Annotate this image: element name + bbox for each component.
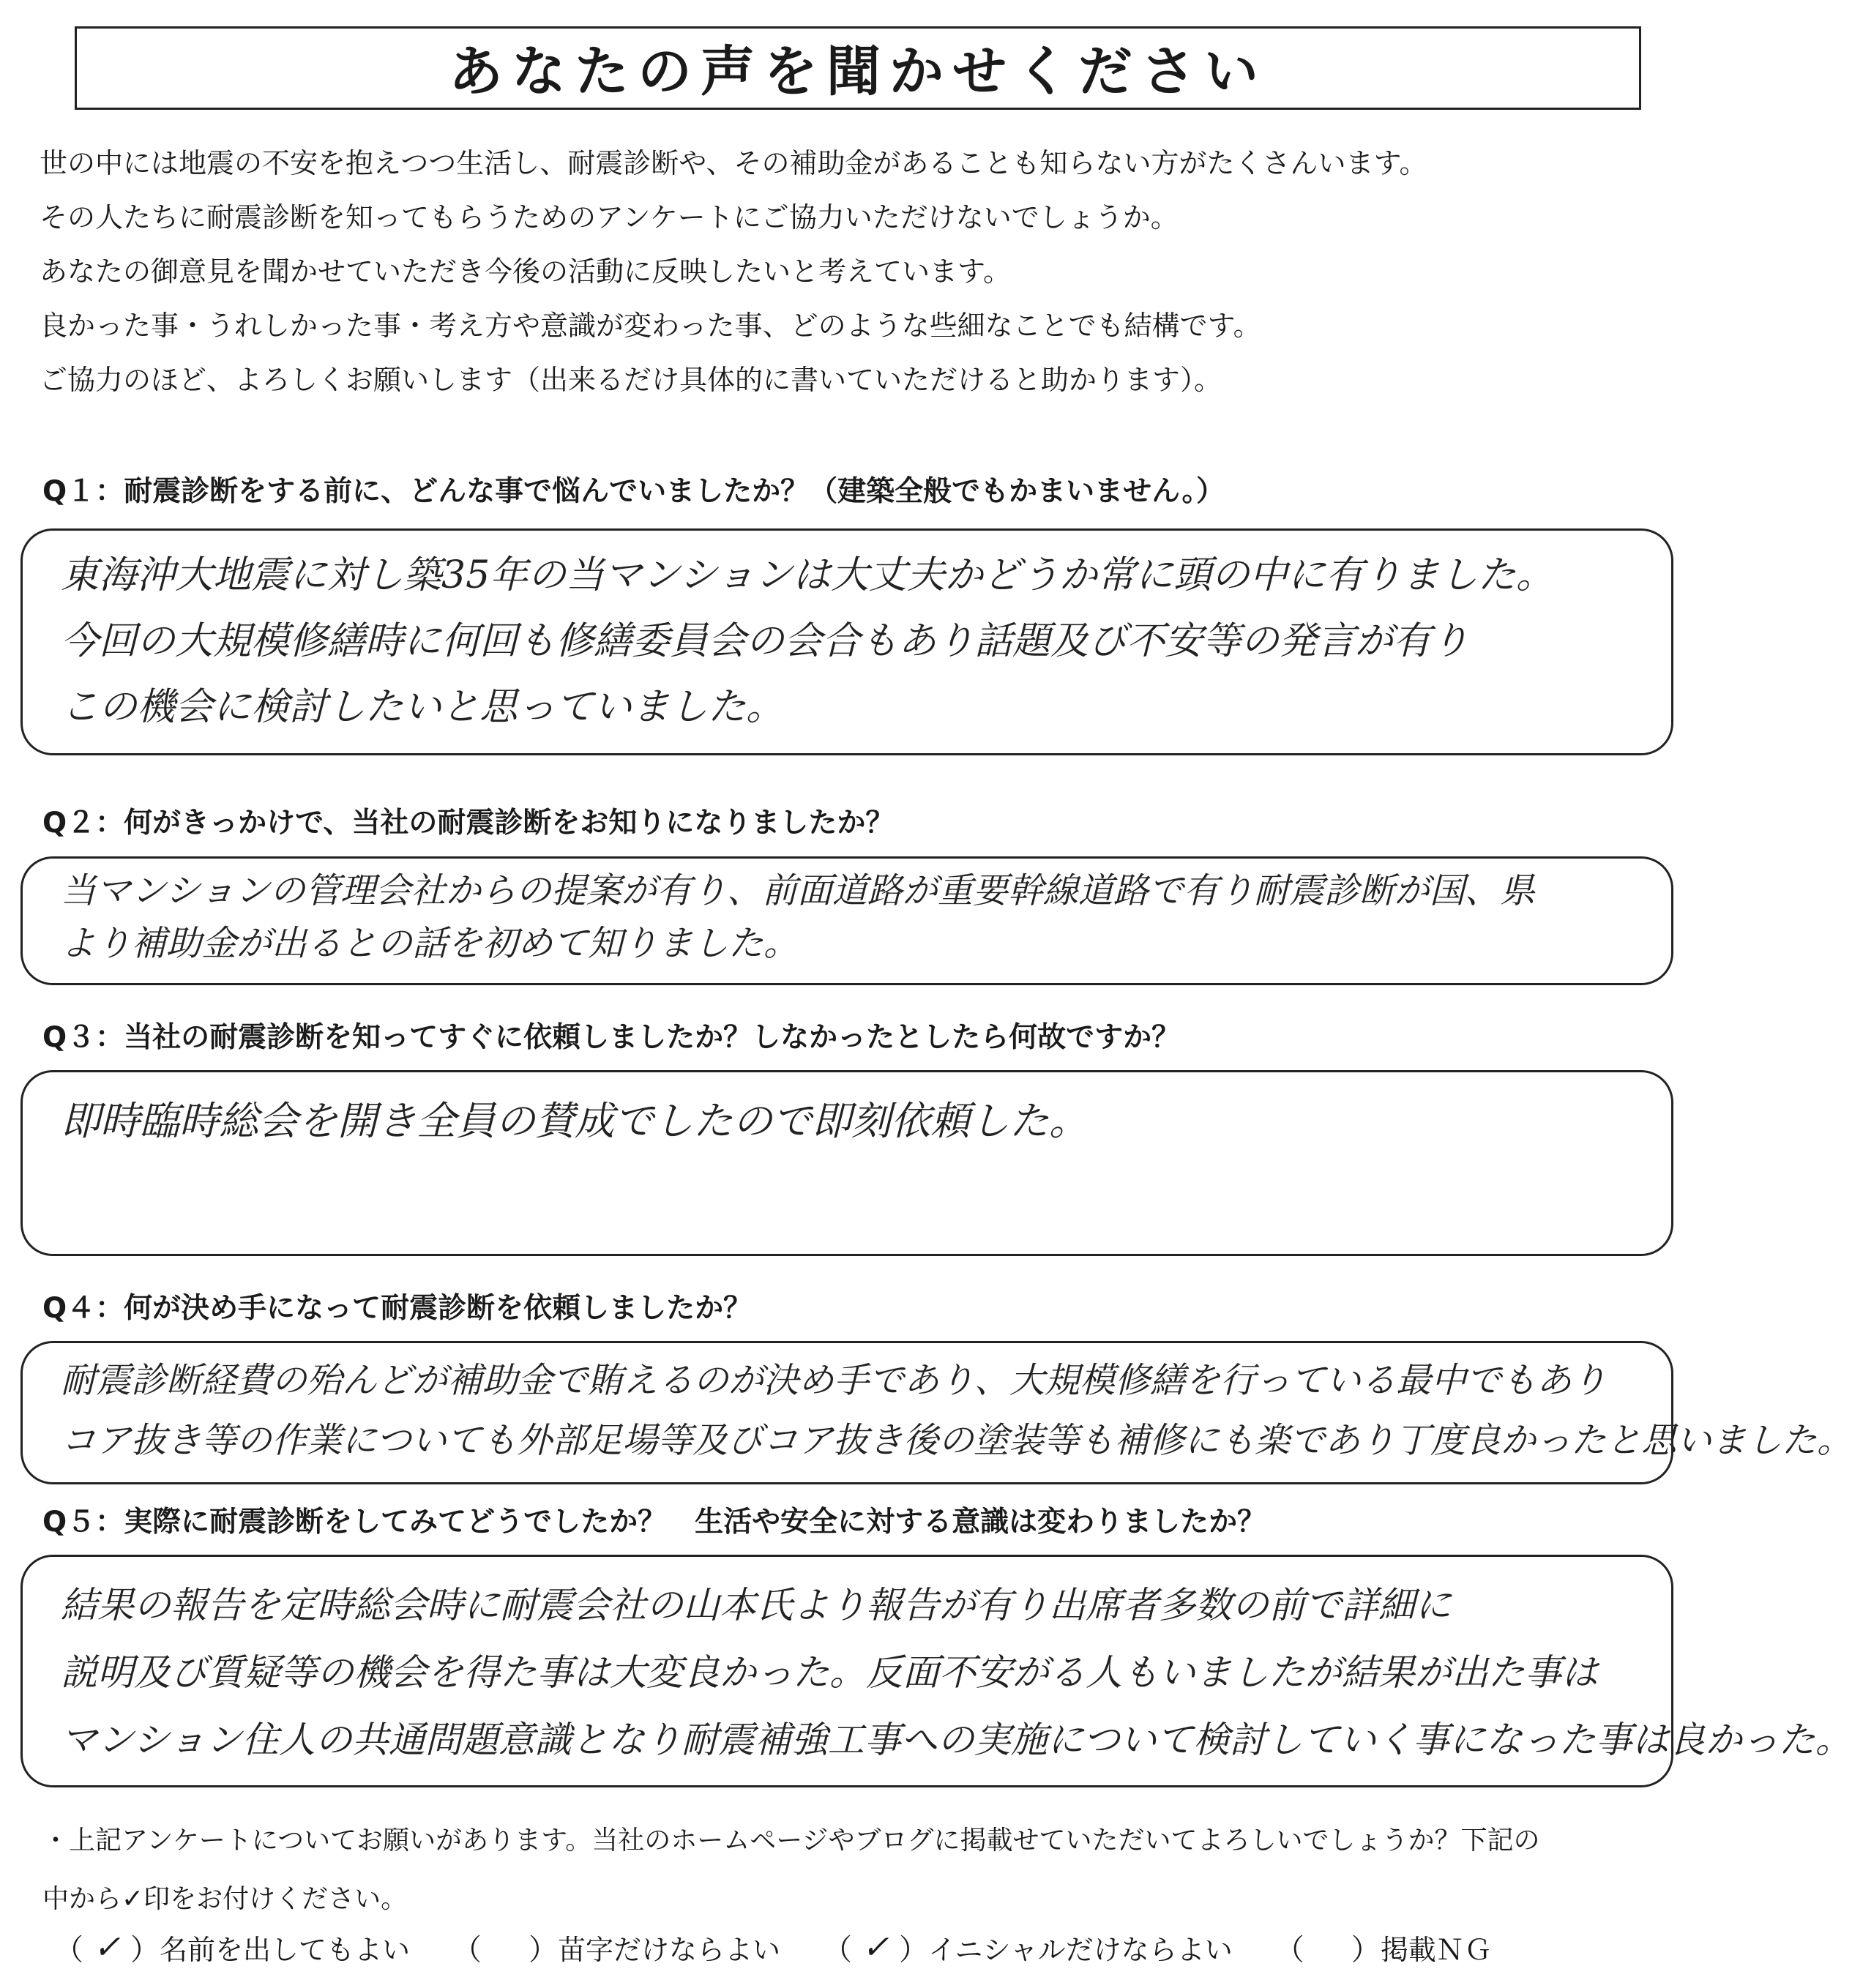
option-full-name[interactable]: （ ✓ ） 名前を出してもよい [54, 1929, 411, 1967]
answer-5-box[interactable] [20, 1555, 1852, 1787]
answer-2-line: 当マンションの管理会社からの提案が有り、前面道路が重要幹線道路で有り耐震診断が国、県 [61, 870, 1535, 911]
answer-4-line: 耐震診断経費の殆んどが補助金で賄えるのが決め手であり、大規模修繕を行っている最中でもあり [61, 1360, 1608, 1401]
option-not-publish[interactable]: （ ） 掲載ＮＧ [1275, 1927, 1492, 1968]
option-label: イニシャルだけならよい [928, 1934, 1233, 1966]
intro-line: あなたの御意見を聞かせていただき今後の活動に反映したいと考えています。 [40, 255, 1011, 288]
publish-options [54, 1927, 1534, 1968]
answer-1-line: 東海沖大地震に対し築35年の当マンションは大丈夫かどうか常に頭の中に有りました。 [61, 553, 1554, 597]
check-mark-icon[interactable]: ✓ [862, 1929, 889, 1966]
intro-line: ご協力のほど、よろしくお願いします（出来るだけ具体的に書いていただけると助かります）。 [40, 364, 1222, 396]
intro-line: その人たちに耐震診断を知ってもらうためのアンケートにご協力いただけないでしょうか。 [40, 201, 1179, 233]
answer-1-line: この機会に検討したいと思っていました。 [61, 685, 785, 729]
option-label: 名前を出してもよい [160, 1934, 411, 1966]
footer-instruction: 中から✓印をお付けください。 [42, 1884, 408, 1914]
page-title: あなたの声を聞かせください [449, 40, 1267, 103]
answer-5-line: 説明及び質疑等の機会を得た事は大変良かった。反面不安がる人もいましたが結果が出た事は [61, 1651, 1598, 1694]
answer-3-box[interactable] [20, 1070, 1673, 1256]
footer-request: ・上記アンケートについてお願いがあります。当社のホームページやブログに掲載せていただいてよろしいでしょうか？下記の [42, 1826, 1540, 1856]
question-4-label: Q４：何が決め手になって耐震診断を依頼しましたか？ [42, 1292, 753, 1325]
question-2-label: Q２：何がきっかけで、当社の耐震診断をお知りになりましたか？ [42, 807, 895, 840]
title-box [75, 26, 1641, 110]
question-3-label: Q３：当社の耐震診断を知ってすぐに依頼しましたか？しなかったとしたら何故ですか？ [42, 1021, 1181, 1054]
option-label: 苗字だけならよい [558, 1934, 781, 1966]
answer-4-line: コア抜き等の作業についても外部足場等及びコア抜き後の塗装等も補修にも楽であり丁度良かったと思いました。 [61, 1420, 1852, 1461]
answer-1-box[interactable] [20, 528, 1673, 755]
answer-3-line: 即時臨時総会を開き全員の賛成でしたので即刻依頼した。 [61, 1098, 1089, 1144]
answer-1-line: 今回の大規模修繕時に何回も修繕委員会の会合もあり話題及び不安等の発言が有り [61, 619, 1470, 663]
answer-5-line: 結果の報告を定時総会時に耐震会社の山本氏より報告が有り出席者多数の前で詳細に [61, 1584, 1452, 1626]
answer-5-line: マンション住人の共通問題意識となり耐震補強工事への実施について検討していく事になった事は良かった。 [61, 1719, 1852, 1761]
option-label: 掲載ＮＧ [1380, 1934, 1492, 1966]
option-initials-only[interactable]: （ ✓ ） イニシャルだけならよい [823, 1929, 1233, 1967]
answer-2-box[interactable] [20, 856, 1673, 985]
intro-text [40, 136, 1672, 407]
intro-line: 世の中には地震の不安を抱えつつ生活し、耐震診断や、その補助金があることも知らない方がたくさんいます。 [40, 147, 1427, 179]
question-5-label: Q５：実際に耐震診断をしてみてどうでしたか？ 生活や安全に対する意識は変わりましたか？ [42, 1506, 1266, 1539]
answer-2-line: より補助金が出るとの話を初めて知りました。 [61, 923, 799, 964]
question-1-label: Q１：耐震診断をする前に、どんな事で悩んでいましたか？（建築全般でもかまいません。） [42, 475, 1225, 508]
answer-4-box[interactable] [20, 1341, 1852, 1484]
check-mark-icon[interactable]: ✓ [93, 1929, 121, 1966]
intro-line: 良かった事・うれしかった事・考え方や意識が変わった事、どのような些細なことでも結構です。 [40, 310, 1261, 342]
option-surname-only[interactable]: （ ） 苗字だけならよい [452, 1927, 780, 1968]
